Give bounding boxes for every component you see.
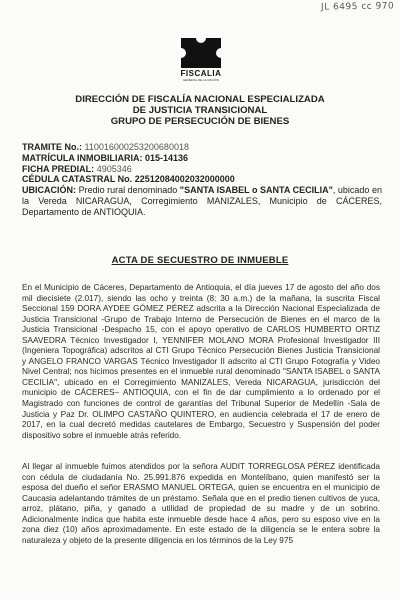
fiscalia-logo xyxy=(175,38,227,82)
ficha-row xyxy=(22,164,382,175)
tramite-row xyxy=(22,142,382,153)
document-header xyxy=(40,94,360,127)
ubicacion-label: UBICACIÓN: xyxy=(22,185,76,196)
cedula-label: CÉDULA CATASTRAL No. xyxy=(22,174,133,185)
ubicacion-property-name: "SANTA ISABEL o SANTA CECILIA" xyxy=(179,185,333,196)
handwritten-reference-note: JL 6495 cc 970 xyxy=(320,1,395,13)
tramite-value: 110016000253200680018 xyxy=(84,142,189,152)
acta-title-text: ACTA DE SECUESTRO DE INMUEBLE xyxy=(111,255,289,266)
body-paragraph-2: Al llegar al inmueble fuimos atendidos por la señora AUDIT TORREGLOSA PÉREZ identificada con cédula de ciudadanía No. 25.991.876 expedida en Montelíbano, quien manifestó ser la esposa del dueño el señor ERASMO MANUEL ORTEGA, quien se encuentra en el municipio de Caucasia adelantando trámites de un préstamo. Señala que en el predio tienen cultivos de yuca, arroz, plátano, piña, y ganado a utilidad de propiedad de su madre y de un sobrino. Adicionalmente indica que habita este inmueble desde hace 4 años, pero su esposo vive en la zona diez (10) años aproximadamente. En este estado de la diligencia se le entera sobre la naturaleza y objeto de la presente diligencia en los términos de la Ley 975 xyxy=(22,462,380,545)
matricula-row xyxy=(22,153,382,164)
header-line-1: DIRECCIÓN DE FISCALÍA NACIONAL ESPECIALIZADA xyxy=(75,94,325,105)
matricula-label: MATRÍCULA INMOBILIARIA: 015-14136 xyxy=(22,152,189,163)
logo-subtitle: GENERAL DE LA NACIÓN xyxy=(182,78,220,82)
ubicacion-text-1: Predio rural denominado xyxy=(78,185,178,196)
header-line-3: GRUPO DE PERSECUCIÓN DE BIENES xyxy=(110,116,290,127)
cedula-value: 22512084002032000000 xyxy=(134,174,235,185)
puzzle-emblem-icon xyxy=(181,38,221,68)
body-paragraph-1: En el Municipio de Cáceres, Departamento de Antioquia, el día jueves 17 de agosto del año dos mil diecisiete (2.017), siendo las ocho y treinta (8: 30 a.m.) de la mañana, la suscrita Fiscal Seccional 159 DORA AYDEE GÓMEZ PÉREZ adscrita a la Dirección Nacional Especializada de Justicia Transicional -Grupo de Trabajo Interno de Persecución de Bienes en el marco de la Justicia Transicional -Despacho 15, con el apoyo operativo de CARLOS HUMBERTO ORTIZ SAAVEDRA Técnico Investigador I, YENNIFER MOLANO MORA Profesional Investigador III (Ingeniera Topográfica) adscritos al CTI Grupo Técnico Persecución Bienes Justicia Transicional y ANGELO FRANCO VARGAS Técnico Investigador II adscrito al CTI Grupo Fotografía y Video Nivel Central; nos hicimos presentes en el inmueble rural denominado "SANTA ISABEL o SANTA CECILIA", ubicado en el Corregimiento MANIZALES, Vereda NICARAGUA, jurisdicción del municipio de CÁCERES– ANTIOQUIA, con el fin de dar cumplimiento a lo ordenado por el Magistrado con funciones de control de garantías del Tribunal Superior de Medellín -Sala de Justicia y Paz Dr. OLIMPO CASTAÑO QUINTERO, en audiencia celebrada el 17 de enero de 2017, en la cual decretó medidas cautelares de Embargo, Secuestro y Suspensión del poder dispositivo sobre el inmueble atrás referido. xyxy=(22,283,380,440)
ubicacion-text-2: , ubicado en la Vereda NICARAGUA, Corregimiento MANIZALES, Municipio de CÁCERES, Departamento de ANTIOQUIA. xyxy=(22,185,382,217)
ubicacion-row xyxy=(22,185,382,217)
case-metadata xyxy=(22,142,382,218)
header-line-2: DE JUSTICIA TRANSICIONAL xyxy=(132,105,268,116)
ficha-label: FICHA PREDIAL: xyxy=(22,163,95,174)
ficha-value: 4905346 xyxy=(96,163,132,174)
cedula-row xyxy=(22,174,382,185)
tramite-label: TRAMITE No.: xyxy=(22,142,82,152)
logo-name: FISCALIA xyxy=(180,69,222,78)
acta-title xyxy=(0,255,400,266)
